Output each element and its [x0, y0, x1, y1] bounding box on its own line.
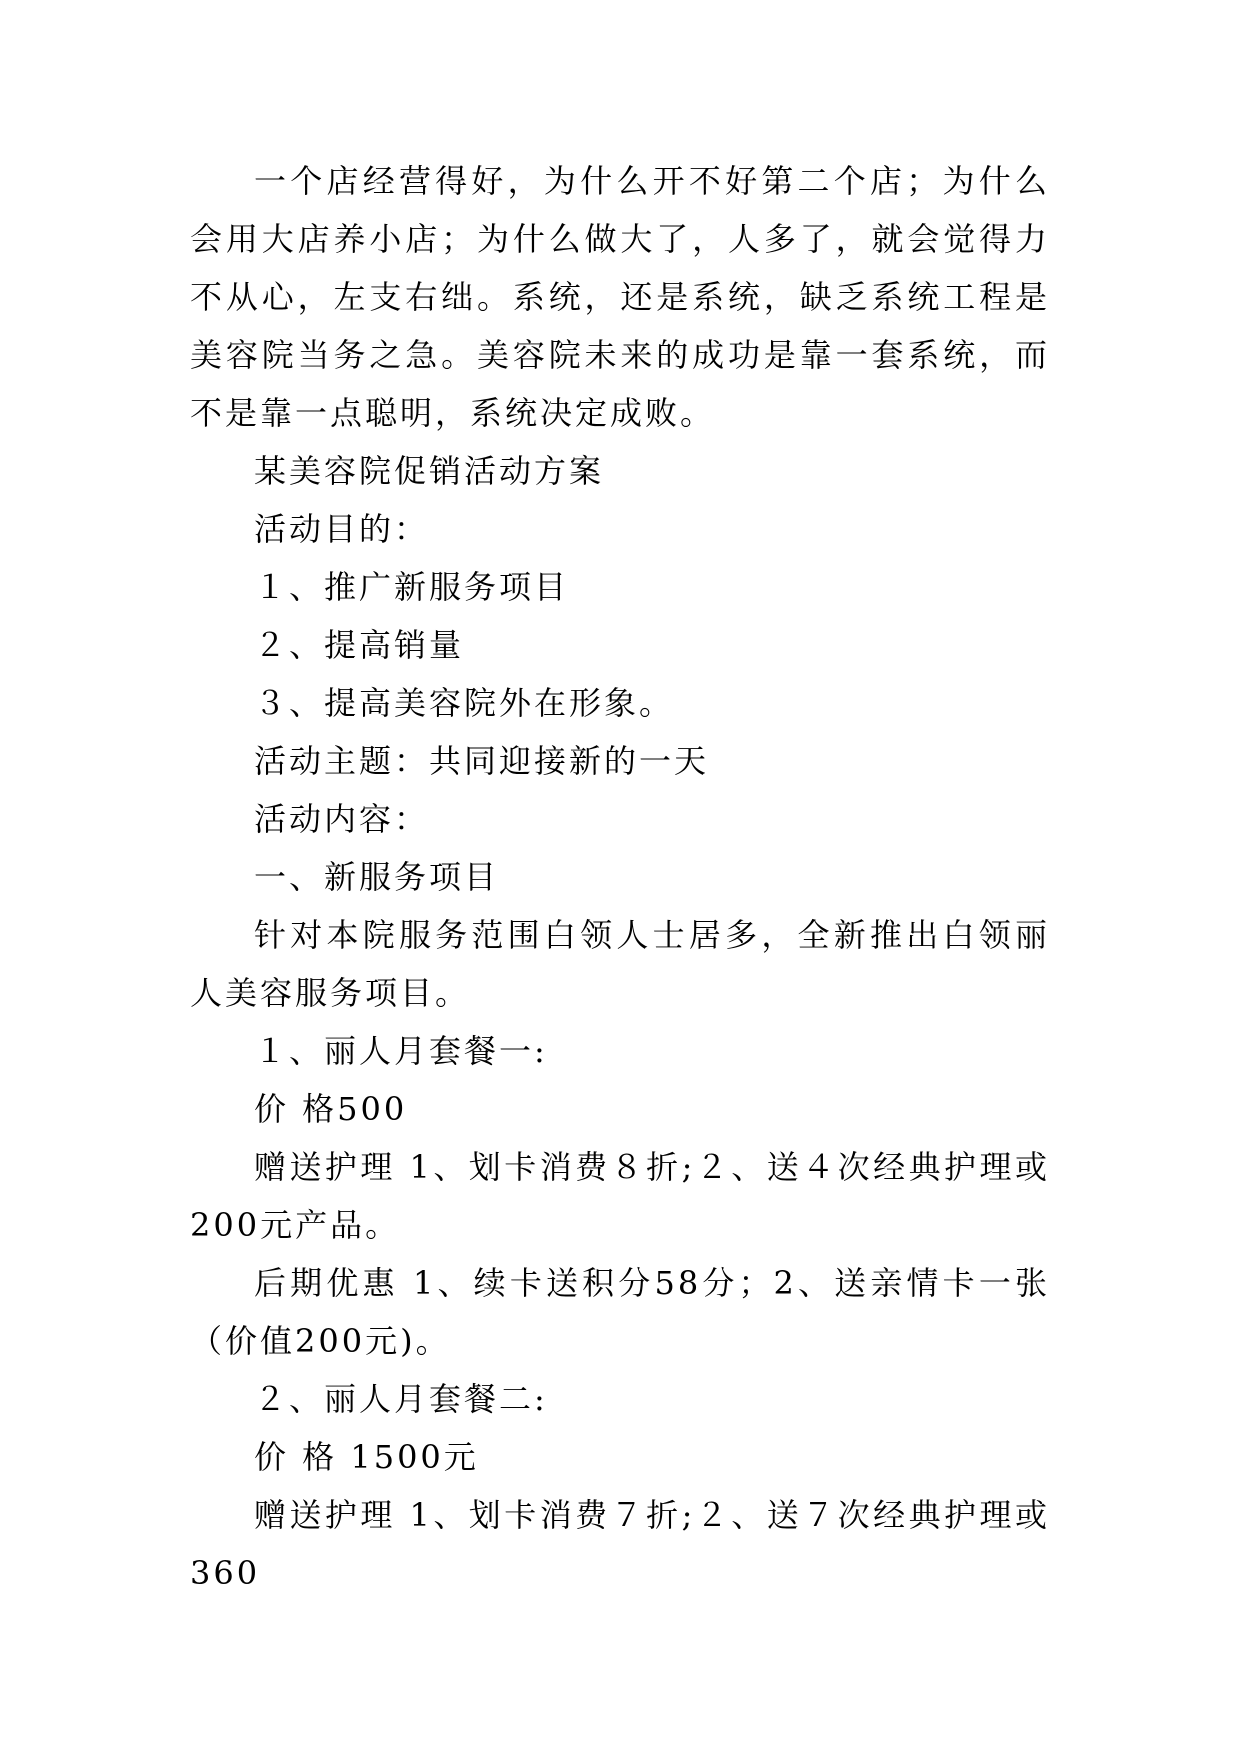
- purpose-item-2: ２、提高销量: [254, 626, 465, 664]
- subsection-heading-new-services: 一、新服务项目: [254, 858, 500, 896]
- activity-theme: 活动主题：共同迎接新的一天: [254, 742, 710, 780]
- intro-paragraph: 一个店经营得好，为什么开不好第二个店；为什么会用大店养小店；为什么做大了，人多了，就会觉得力不从心，左支右绌。系统，还是系统，缺乏系统工程是美容院当务之急。美容院未来的成功是靠一套系统，而不是靠一点聪明，系统决定成败。: [190, 162, 1050, 432]
- new-services-paragraph: 针对本院服务范围白领人士居多，全新推出白领丽人美容服务项目。: [190, 916, 1050, 1012]
- purpose-item-3: ３、提高美容院外在形象。: [254, 684, 675, 722]
- document-title: 某美容院促销活动方案: [254, 452, 605, 490]
- section-heading-purpose: 活动目的：: [254, 510, 430, 548]
- package-two-price: 价 格 1500元: [254, 1438, 479, 1476]
- package-one-gift: 赠送护理 1、划卡消费８折;２、送４次经典护理或200元产品。: [190, 1148, 1050, 1244]
- purpose-item-1: １、推广新服务项目: [254, 568, 570, 606]
- package-one-heading: １、丽人月套餐一:: [254, 1032, 548, 1070]
- package-one-price: 价 格500: [254, 1090, 408, 1128]
- document-body: [190, 152, 1050, 1602]
- package-two-heading: ２、丽人月套餐二:: [254, 1380, 548, 1418]
- package-two-gift: 赠送护理 1、划卡消费７折;２、送７次经典护理或360: [190, 1496, 1050, 1592]
- package-one-followup: 后期优惠 1、续卡送积分58分；2、送亲情卡一张（价值200元)。: [190, 1264, 1050, 1360]
- section-heading-content: 活动内容：: [254, 800, 430, 838]
